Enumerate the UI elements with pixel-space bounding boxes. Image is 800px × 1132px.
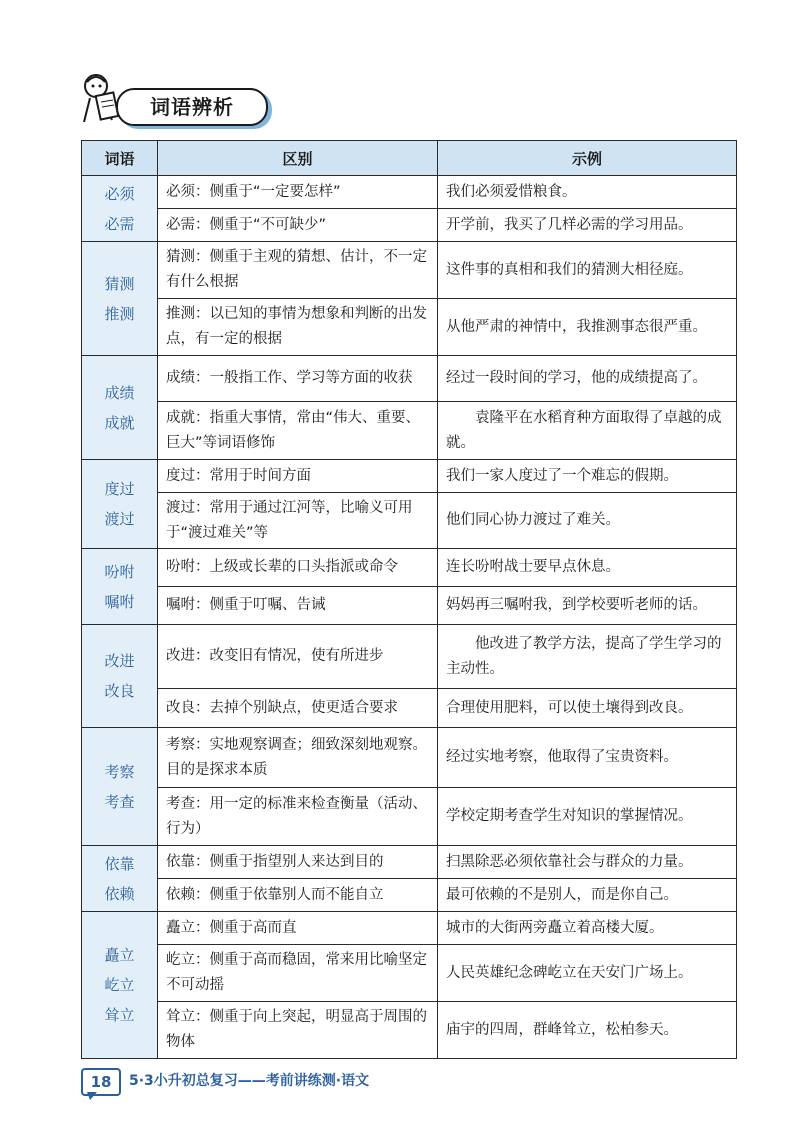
example-cell: 他改进了教学方法，提高了学生学习的主动性。: [438, 625, 737, 689]
diff-cell: 成就：指重大事情，常由“伟大、重要、巨大”等词语修饰: [158, 402, 438, 460]
word: 考查: [104, 792, 135, 811]
table-row: [82, 912, 737, 945]
diff-cell: 屹立：侧重于高而稳固，常来用比喻坚定不可动摇: [158, 945, 438, 1002]
example-cell: 经过一段时间的学习，他的成绩提高了。: [438, 356, 737, 402]
example-cell: 我们必须爱惜粮食。: [438, 176, 737, 209]
table-row: [82, 846, 737, 879]
example-cell: 连长吩咐战士要早点休息。: [438, 549, 737, 587]
word-cell: [82, 912, 158, 1059]
word: 推测: [104, 304, 135, 323]
table-row: [82, 549, 737, 587]
word: 必须: [104, 184, 135, 203]
vocabulary-table: [81, 140, 737, 1059]
example-cell: 学校定期考查学生对知识的掌握情况。: [438, 788, 737, 846]
word-cell: [82, 625, 158, 728]
diff-cell: 必需：侧重于“不可缺少”: [158, 209, 438, 242]
example-cell: 他们同心协力渡过了难关。: [438, 493, 737, 549]
table-row: [82, 689, 737, 728]
header-word: 词语: [82, 141, 158, 176]
word: 嘱咐: [104, 592, 135, 611]
word: 猜测: [104, 274, 135, 293]
example-cell: 从他严肃的神情中，我推测事态很严重。: [438, 299, 737, 356]
table-row: [82, 460, 737, 493]
diff-cell: 渡过：常用于通过江河等，比喻义可用于“渡过难关”等: [158, 493, 438, 549]
word: 耸立: [104, 1006, 135, 1024]
table-row: [82, 625, 737, 689]
page-number: 18: [81, 1068, 121, 1096]
example-cell: 经过实地考察，他取得了宝贵资料。: [438, 728, 737, 788]
page-tab-icon: [87, 1092, 97, 1100]
word: 度过: [104, 480, 135, 498]
table-row: [82, 728, 737, 788]
word: 吩咐: [104, 562, 135, 581]
example-cell: 人民英雄纪念碑屹立在天安门广场上。: [438, 945, 737, 1002]
word: 依靠: [104, 854, 135, 873]
section-header: [72, 70, 272, 130]
example-cell: 庙宇的四周，群峰耸立，松柏参天。: [438, 1002, 737, 1059]
diff-cell: 嘱咐：侧重于叮嘱、告诫: [158, 587, 438, 625]
word: 改进: [104, 652, 135, 670]
diff-cell: 必须：侧重于“一定要怎样”: [158, 176, 438, 209]
example-cell: 这件事的真相和我们的猜测大相径庭。: [438, 242, 737, 299]
word-cell: [82, 728, 158, 846]
word: 改良: [104, 682, 135, 700]
page-footer: [81, 1066, 481, 1096]
diff-cell: 依赖：侧重于依靠别人而不能自立: [158, 879, 438, 912]
diff-cell: 耸立：侧重于向上突起，明显高于周围的物体: [158, 1002, 438, 1059]
diff-cell: 成绩：一般指工作、学习等方面的收获: [158, 356, 438, 402]
header-example: 示例: [438, 141, 737, 176]
word: 渡过: [104, 510, 135, 528]
word: 成绩: [104, 383, 135, 402]
section-title: 词语辨析: [150, 95, 234, 119]
table-row: [82, 402, 737, 460]
example-cell: 最可依赖的不是别人，而是你自己。: [438, 879, 737, 912]
table-row: [82, 176, 737, 209]
table-row: [82, 587, 737, 625]
example-cell: 扫黑除恶必须依靠社会与群众的力量。: [438, 846, 737, 879]
word: 考察: [104, 762, 135, 781]
diff-cell: 改良：去掉个别缺点，使更适合要求: [158, 689, 438, 728]
word: 成就: [104, 413, 135, 432]
example-cell: 妈妈再三嘱咐我，到学校要听老师的话。: [438, 587, 737, 625]
diff-cell: 猜测：侧重于主观的猜想、估计，不一定有什么根据: [158, 242, 438, 299]
diff-cell: 考查：用一定的标准来检查衡量（活动、行为）: [158, 788, 438, 846]
book-title: 5·3小升初总复习——考前讲练测·语文: [129, 1073, 370, 1089]
word-cell: [82, 176, 158, 242]
word: 矗立: [104, 946, 135, 964]
example-cell: 袁隆平在水稻育种方面取得了卓越的成就。: [438, 402, 737, 460]
table-row: [82, 209, 737, 242]
word: 依赖: [104, 884, 135, 903]
word-cell: [82, 846, 158, 912]
diff-cell: 考察：实地观察调查；细致深刻地观察。目的是探求本质: [158, 728, 438, 788]
table-row: [82, 242, 737, 299]
word-cell: [82, 460, 158, 549]
example-cell: 城市的大街两旁矗立着高楼大厦。: [438, 912, 737, 945]
word-cell: [82, 242, 158, 356]
table-row: [82, 945, 737, 1002]
diff-cell: 改进：改变旧有情况，使有所进步: [158, 625, 438, 689]
diff-cell: 吩咐：上级或长辈的口头指派或命令: [158, 549, 438, 587]
table-row: [82, 879, 737, 912]
word-cell: [82, 356, 158, 460]
table-row: [82, 299, 737, 356]
example-cell: 我们一家人度过了一个难忘的假期。: [438, 460, 737, 493]
table-row: [82, 1002, 737, 1059]
word: 屹立: [104, 976, 135, 994]
example-cell: 开学前，我买了几样必需的学习用品。: [438, 209, 737, 242]
diff-cell: 度过：常用于时间方面: [158, 460, 438, 493]
table-header-row: [82, 141, 737, 176]
example-cell: 合理使用肥料，可以使土壤得到改良。: [438, 689, 737, 728]
section-title-badge: [116, 88, 268, 126]
table-row: [82, 788, 737, 846]
table-row: [82, 356, 737, 402]
diff-cell: 依靠：侧重于指望别人来达到目的: [158, 846, 438, 879]
word-cell: [82, 549, 158, 625]
word: 必需: [104, 214, 135, 233]
diff-cell: 矗立：侧重于高而直: [158, 912, 438, 945]
table-row: [82, 493, 737, 549]
diff-cell: 推测：以已知的事情为想象和判断的出发点，有一定的根据: [158, 299, 438, 356]
header-diff: 区别: [158, 141, 438, 176]
